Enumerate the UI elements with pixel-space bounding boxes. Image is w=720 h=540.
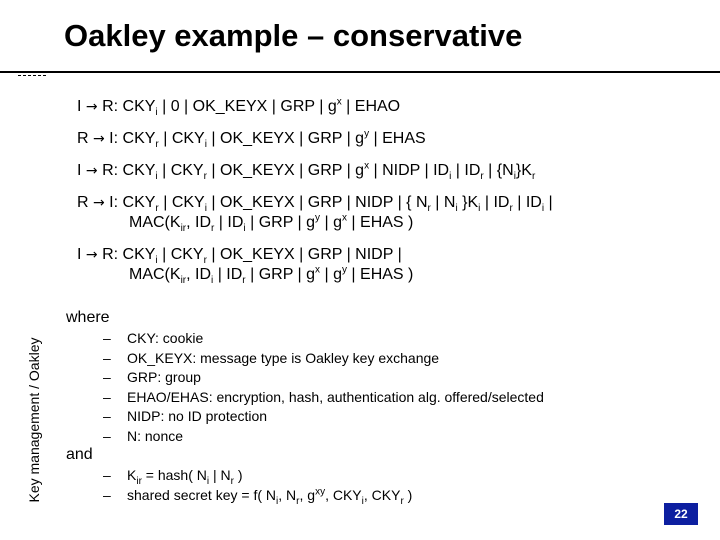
subscript: ir <box>136 475 142 487</box>
superscript: x <box>336 96 342 108</box>
superscript: y <box>315 212 321 224</box>
subscript: ir <box>180 275 187 287</box>
superscript: x <box>315 264 321 276</box>
bullet-dash: – <box>103 408 111 424</box>
message-line: I → R: $CKY_i$ | $CKY_r$ | OK_KEYX | GRP | $g^x$ | NIDP | $ID_i$ | $ID_r$ | $\{N_i\}K_r$ <box>77 160 536 183</box>
superscript: xy <box>315 485 326 497</box>
subscript: r <box>480 171 484 183</box>
definition-text: NIDP: no ID protection <box>127 408 268 424</box>
subscript: i <box>206 475 210 487</box>
subscript: i <box>513 171 516 183</box>
key-definition-item <box>103 466 412 486</box>
arrow-icon: → <box>85 247 98 263</box>
message-line: $MAC(K_{ir}$, $ID_i$ | $ID_r$ | GRP | $g^x$ | $g^y$ | EHAS ) <box>129 264 414 287</box>
subscript: i <box>204 139 207 151</box>
bullet-dash: – <box>103 369 111 385</box>
and-label: and <box>66 446 93 463</box>
message-line: R → I: $CKY_r$ | $CKY_i$ | OK_KEYX | GRP | NIDP | { $N_r$ | $N_i$ }$K_i$ | $ID_r$ | $ID_i$ | <box>77 194 553 215</box>
key-definition-text: $K_{ir}$ = hash( $N_i$ | $N_r$ ) <box>127 467 243 487</box>
subscript: i <box>243 223 246 235</box>
definition-item <box>103 407 544 427</box>
subscript: i <box>449 171 452 183</box>
protocol-message <box>77 161 535 181</box>
arrow-icon: → <box>85 163 98 179</box>
subscript: r <box>155 203 159 215</box>
subscript: r <box>509 203 513 215</box>
subscript: i <box>361 495 364 507</box>
subscript: i <box>211 275 214 287</box>
definition-text: CKY: cookie <box>127 330 204 346</box>
subscript: r <box>203 255 207 267</box>
definition-text: OK_KEYX: message type is Oakley key exchange <box>127 349 440 366</box>
definition-text: N: nonce <box>127 427 184 444</box>
key-definitions-list <box>103 466 412 505</box>
subscript: r <box>242 275 246 287</box>
subscript: r <box>400 495 404 507</box>
subscript: r <box>155 139 159 151</box>
superscript: y <box>364 128 370 140</box>
definition-text: GRP: group <box>127 369 201 385</box>
subscript: r <box>211 223 215 235</box>
message-line: R → I: $CKY_r$ | $CKY_i$ | OK_KEYX | GRP | $g^y$ | EHAS <box>77 128 426 151</box>
message-line: I → R: $CKY_i$ | 0 | OK_KEYX | GRP | $g^x$ | EHAO <box>77 96 401 119</box>
definition-text: EHAO/EHAS: encryption, hash, authentication alg. offered/selected <box>127 388 544 405</box>
subscript: i <box>204 203 207 215</box>
bullet-dash: – <box>103 486 111 503</box>
title-rule <box>0 71 720 73</box>
protocol-message <box>77 193 553 233</box>
bullet-dash: – <box>103 467 111 483</box>
subscript: i <box>155 107 158 119</box>
definition-item <box>103 368 544 388</box>
subscript: r <box>296 495 300 507</box>
arrow-icon: → <box>93 131 105 147</box>
sidebar-label: Key management / Oakley <box>26 337 42 503</box>
page-number-badge: 22 <box>664 503 698 525</box>
definition-item <box>103 329 544 349</box>
protocol-message <box>77 97 400 117</box>
subscript: ir <box>180 223 187 235</box>
key-definition-item <box>103 486 412 506</box>
protocol-message <box>77 245 413 285</box>
subscript: r <box>203 171 207 183</box>
definition-item <box>103 388 544 408</box>
superscript: y <box>341 264 347 276</box>
superscript: x <box>364 160 370 172</box>
subscript: i <box>276 495 279 507</box>
protocol-message <box>77 129 426 149</box>
title-rule-dots <box>18 75 46 76</box>
subscript: i <box>155 171 158 183</box>
where-label: where <box>66 309 110 326</box>
bullet-dash: – <box>103 349 111 366</box>
definitions-list <box>103 329 544 446</box>
bullet-dash: – <box>103 330 111 346</box>
message-line: I → R: $CKY_i$ | $CKY_r$ | OK_KEYX | GRP | NIDP | <box>77 246 402 267</box>
arrow-icon: → <box>85 99 98 115</box>
bullet-dash: – <box>103 427 111 444</box>
bullet-dash: – <box>103 388 111 405</box>
subscript: r <box>427 203 431 215</box>
subscript: r <box>531 171 536 183</box>
sidebar <box>24 305 44 535</box>
subscript: r <box>230 475 234 487</box>
superscript: x <box>341 212 347 224</box>
subscript: i <box>455 203 458 215</box>
message-line: $MAC(K_{ir}$, $ID_r$ | $ID_i$ | GRP | $g^y$ | $g^x$ | EHAS ) <box>129 212 414 235</box>
slide-title: Oakley example – conservative <box>64 18 523 53</box>
definition-item <box>103 427 544 447</box>
subscript: i <box>478 203 481 215</box>
arrow-icon: → <box>93 195 105 211</box>
subscript: i <box>155 255 158 267</box>
definition-item <box>103 349 544 369</box>
key-definition-text: shared secret key = f( $N_i$, $N_r$, $g^{xy}$, $CKY_i$, $CKY_r$ ) <box>127 485 413 507</box>
subscript: i <box>541 203 545 215</box>
